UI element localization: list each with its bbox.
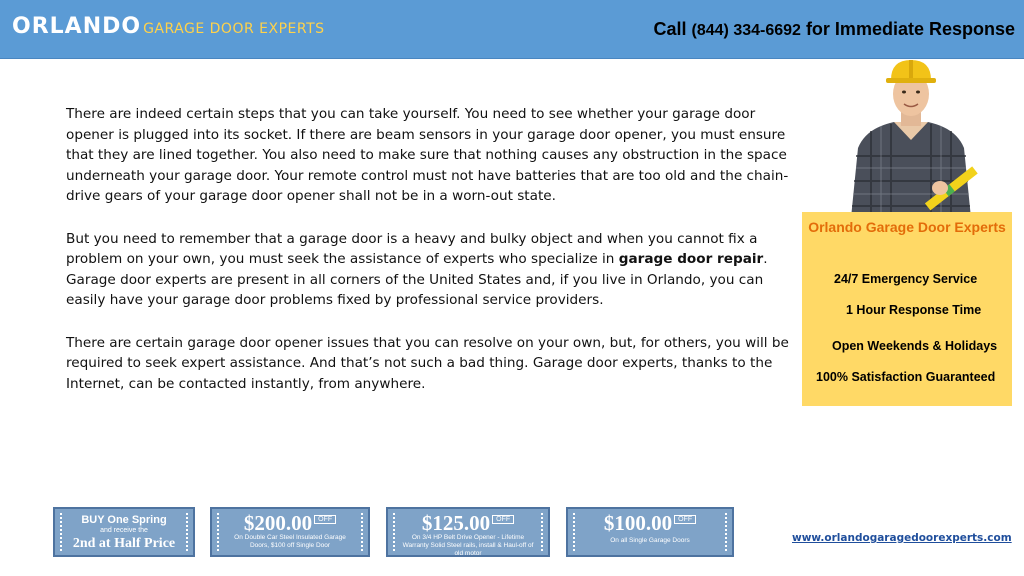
coupon-100-price: $100.00 [603,511,673,535]
coupon-100-off-badge: OFF [674,515,696,524]
coupon-200-description: On Double Car Steel Insulated Garage Doors, $100 off Single Door [234,534,346,549]
paragraph-1: There are indeed certain steps that you can take yourself. You need to see whether your garage door opener is plugged into its socket. If there are beam sensors in your garage door opener, you must ensure that they are lined together. You also need to make sure that nothing causes any obstruction in the space underneath your garage door. Your remote control must not have batteries that are too old and the chain-drive gears of your garage door opener shall not be in a worn-out state. [66,106,789,204]
site-logo[interactable] [12,14,325,39]
feature-open-weekends: Open Weekends & Holidays [832,339,998,353]
logo-brand: ORLANDO [12,14,142,39]
call-prefix: Call [653,19,692,39]
feature-emergency-service: 24/7 Emergency Service [834,272,978,286]
coupon-100-off[interactable] [566,507,734,557]
website-link[interactable]: www.orlandogaragedoorexperts.com [792,532,1012,544]
paragraph-2 [66,229,794,311]
coupon-200-off-badge: OFF [314,515,336,524]
coupon-spring-line3: 2nd at Half Price [72,536,176,551]
paragraph-2-text-b: . Garage door experts are present in all corners of the United States and, if you live in Orlando, you can easily have your garage door problems fixed by professional service providers. [66,251,768,308]
paragraph-2-text-a: But you need to remember that a garage door is a heavy and bulky object and when you cannot fix a problem on your own, you must seek the assistance of experts who specialize in [66,230,758,267]
feature-response-time: 1 Hour Response Time [846,303,982,317]
services-title: Orlando Garage Door Experts [808,219,1006,235]
phone-number[interactable]: (844) 334-6692 [691,22,801,39]
coupon-200-price: $200.00 [243,511,313,535]
coupon-spring-line2: and receive the [100,527,148,534]
article-body [66,104,794,416]
coupon-125-off[interactable] [386,507,550,557]
worker-with-hardhat-image [836,56,986,218]
logo-tagline: GARAGE DOOR EXPERTS [143,21,325,37]
coupon-spring[interactable] [53,507,195,557]
header-bar [0,0,1024,59]
garage-door-repair-link[interactable]: garage door repair [618,251,764,267]
coupon-spring-line1: BUY One Spring [81,514,167,526]
coupon-200-off[interactable] [210,507,370,557]
coupon-125-description: On 3/4 HP Belt Drive Opener - Lifetime Warranty Solid Steel rails, install & Haul-off of old motor [402,534,534,557]
call-suffix: for Immediate Response [800,19,1015,39]
coupon-100-description: On all Single Garage Doors [610,537,690,544]
paragraph-3: There are certain garage door opener issues that you can resolve on your own, but, for others, you will be required to seek expert assistance. And that’s not such a bad thing. Garage door experts, thanks to the Internet, can be contacted instantly, from anywhere. [66,334,789,392]
call-banner [654,19,1016,40]
coupon-125-off-badge: OFF [492,515,514,524]
services-box [802,212,1012,406]
feature-satisfaction: 100% Satisfaction Guaranteed [816,370,996,384]
coupon-125-price: $125.00 [421,511,491,535]
